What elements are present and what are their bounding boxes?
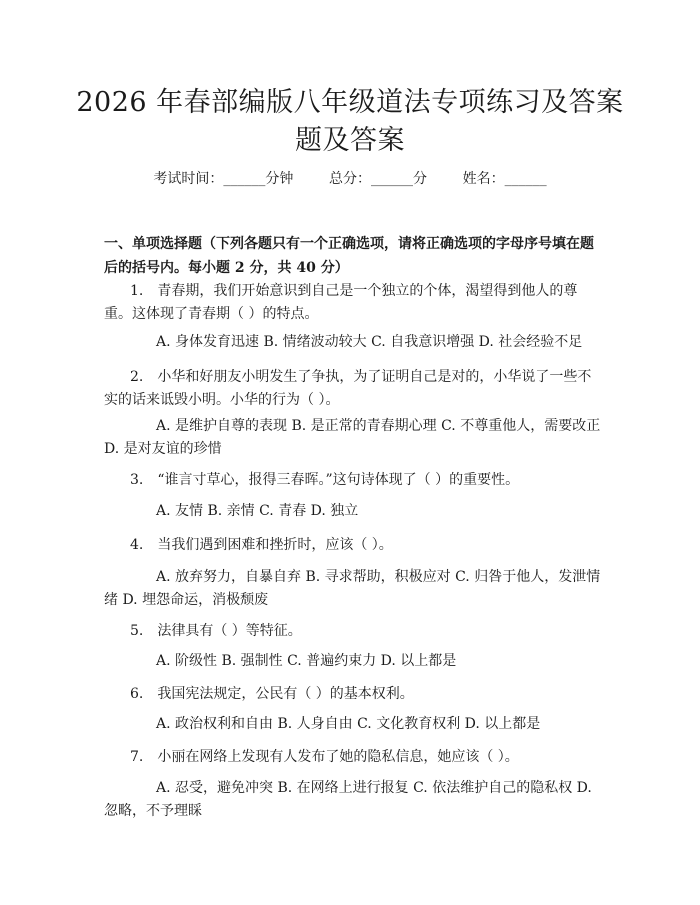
time-blank: ______ — [223, 171, 266, 187]
name-label: 姓名： — [462, 171, 505, 187]
question-1-options: A. 身体发育迅速 B. 情绪波动较大 C. 自我意识增强 D. 社会经验不足 — [156, 334, 583, 350]
title-line-2: 题及答案 — [295, 125, 405, 156]
time-label: 考试时间： — [153, 171, 224, 187]
question-2-options: A. 是维护自尊的表现 B. 是正常的青春期心理 C. 不尊重他人，需要改正 D. 是对友谊的珍惜 — [104, 418, 601, 457]
title-line-1: 2026 年春部编版八年级道法专项练习及答案 — [76, 87, 624, 118]
question-4: 4. 当我们遇到困难和挫折时，应该（ ）。 — [130, 537, 393, 553]
question-5: 5. 法律具有（ ）等特征。 — [130, 623, 302, 639]
question-5-options: A. 阶级性 B. 强制性 C. 普遍约束力 D. 以上都是 — [156, 653, 457, 669]
question-4-options: A. 放弃努力，自暴自弃 B. 寻求帮助，积极应对 C. 归咎于他人，发泄情绪 D. 埋怨命运，消极颓废 — [104, 569, 601, 608]
question-3: 3. “谁言寸草心，报得三春晖。”这句诗体现了（ ）的重要性。 — [130, 472, 520, 488]
question-3-options: A. 友情 B. 亲情 C. 青春 D. 独立 — [156, 503, 359, 519]
document-title — [60, 84, 640, 160]
name-blank: ______ — [504, 171, 547, 187]
question-2: 2. 小华和好朋友小明发生了争执，为了证明自己是对的，小华说了一些不实的话来诋毁小明。小华的行为（ ）。 — [104, 369, 592, 408]
score-label: 总分： — [329, 171, 371, 187]
question-7-options: A. 忍受，避免冲突 B. 在网络上进行报复 C. 依法维护自己的隐私权 D. 忽略，不予理睬 — [104, 780, 592, 819]
question-6-options: A. 政治权利和自由 B. 人身自由 C. 文化教育权利 D. 以上都是 — [156, 716, 541, 732]
question-6: 6. 我国宪法规定，公民有（ ）的基本权利。 — [130, 686, 414, 702]
score-unit: 分 — [413, 171, 427, 187]
question-1: 1. 青春期，我们开始意识到自己是一个独立的个体，渴望得到他人的尊重。这体现了青春期（ ）的特点。 — [104, 283, 578, 322]
section-1-heading: 一、单项选择题（下列各题只有一个正确选项，请将正确选项的字母序号填在题后的括号内。每小题 2 分，共 40 分） — [104, 236, 594, 276]
time-unit: 分钟 — [265, 171, 294, 187]
question-7: 7. 小丽在网络上发现有人发布了她的隐私信息，她应该（ ）。 — [130, 749, 519, 765]
exam-meta — [0, 168, 700, 188]
score-blank: ______ — [371, 171, 413, 187]
